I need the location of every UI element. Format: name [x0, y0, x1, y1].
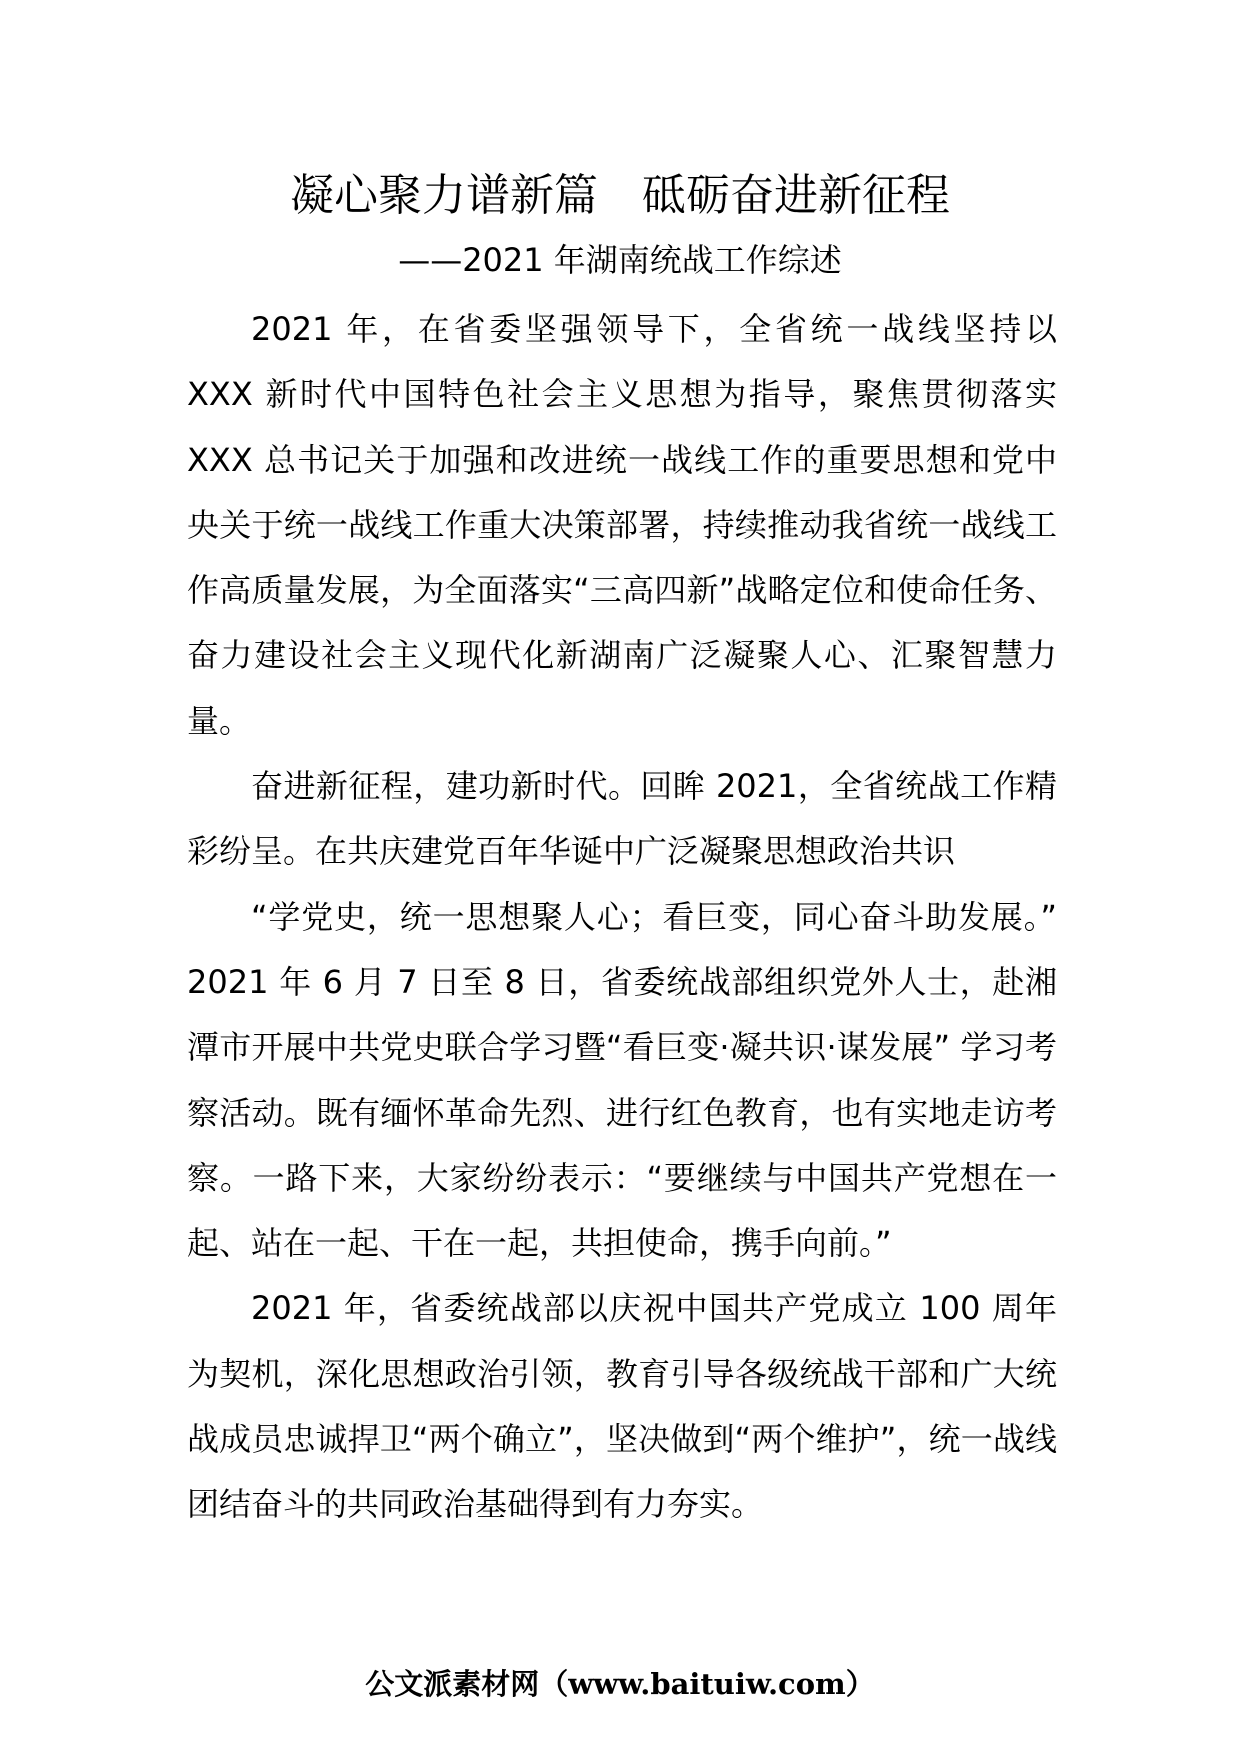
- paragraph: 2021 年，在省委坚强领导下，全省统一战线坚持以 XXX 新时代中国特色社会主义思想为指导，聚焦贯彻落实 XXX 总书记关于加强和改进统一战线工作的重要思想和党中央关于统一战线工作重大决策部署，持续推动我省统一战线工作高质量发展，为全面落实“三高四新”战略定位和使命任务、奋力建设社会主义现代化新湖南广泛凝聚人心、汇聚智慧力量。: [187, 310, 1057, 740]
- footer-watermark: 公文派素材网（www.baituiw.com）: [365, 1667, 875, 1701]
- document-subtitle: ——2021 年湖南统战工作综述: [398, 241, 842, 279]
- document-body: [187, 297, 1057, 1538]
- paragraph: 2021 年，省委统战部以庆祝中国共产党成立 100 周年为契机，深化思想政治引领，教育引导各级统战干部和广大统战成员忠诚捍卫“两个确立”，坚决做到“两个维护”，统一战线团结奋斗的共同政治基础得到有力夯实。: [187, 1289, 1057, 1524]
- document-title: 凝心聚力谱新篇 砥砺奋进新征程: [290, 170, 950, 221]
- paragraph: 奋进新征程，建功新时代。回眸 2021，全省统战工作精彩纷呈。在共庆建党百年华诞中广泛凝聚思想政治共识: [187, 767, 1057, 871]
- paragraph: “学党史，统一思想聚人心；看巨变，同心奋斗助发展。” 2021 年 6 月 7 日至 8 日，省委统战部组织党外人士，赴湘潭市开展中共党史联合学习暨“看巨变·凝共识·谋发展” 学习考察活动。既有缅怀革命先烈、进行红色教育，也有实地走访考察。一路下来，大家纷纷表示：“要继续与中国共产党想在一起、站在一起、干在一起，共担使命，携手向前。”: [187, 897, 1057, 1263]
